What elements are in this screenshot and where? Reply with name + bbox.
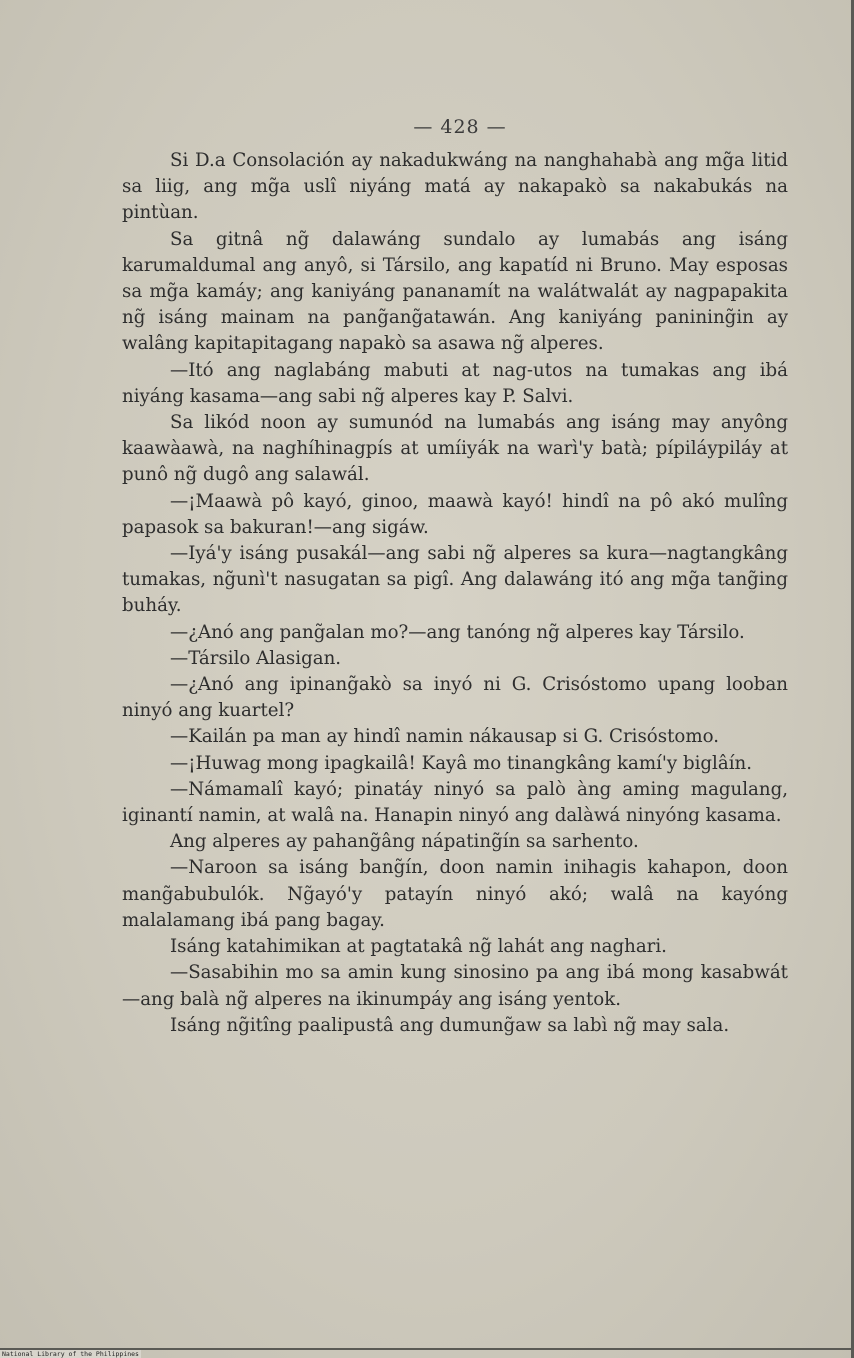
paragraph: Sa likód noon ay sumunód na lumabás ang isáng may anyông kaawàawà, na naghíhinagpís at umíiyák na warì'y batà; pípiláypiláy at punô ng̃ dugô ang salawál. [122,412,788,486]
paragraph: Ang alperes ay pahang̃âng nápating̃ín sa sarhento. [170,831,639,853]
paragraph: —Naroon sa isáng bang̃ín, doon namin inihagis kahapon, doon mang̃abubulók. Ng̃ayó'y patayín ninyó akó; walâ na kayóng malalamang ibá pang bagay. [122,857,788,931]
footer-credit: National Library of the Philippines [2,1350,139,1358]
paragraph: —Sasabihin mo sa amin kung sinosino pa ang ibá mong kasabwát—ang balà ng̃ alperes na ikinumpáy ang isáng yentok. [122,962,788,1010]
paragraph: —¿Anó ang pang̃alan mo?—ang tanóng ng̃ alperes kay Társilo. [170,621,745,643]
paragraph: Si D.a Consolación ay nakadukwáng na nanghahabà ang mg̃a litid sa liig, ang mg̃a uslî niyáng matá ay nakapakò sa nakabukás na pintùan. [122,150,788,224]
page-number: — 428 — [413,116,507,138]
paragraph: —¿Anó ang ipinang̃akò sa inyó ni G. Crisóstomo upang looban ninyó ang kuartel? [122,674,788,722]
paragraph: —Itó ang naglabáng mabuti at nag-utos na tumakas ang ibá niyáng kasama—ang sabi ng̃ alperes kay P. Salvi. [122,359,788,407]
paragraph: —Társilo Alasigan. [170,647,342,669]
paragraph: —¡Maawà pô kayó, ginoo, maawà kayó! hindî na pô akó mulîng papasok sa bakuran!—ang sigáw. [122,490,788,538]
body-text [122,148,788,1039]
paragraph: —Námamalî kayó; pinatáy ninyó sa palò àng aming magulang, iginantí namin, at walâ na. Hanapin ninyó ang dalàwá ninyóng kasama. [122,778,788,827]
paragraph: —Iyá'y isáng pusakál—ang sabi ng̃ alperes sa kura—nagtangkâng tumakas, ng̃unì't nasugatan sa pigî. Ang dalawáng itó ang mg̃a tang̃ing buháy. [122,543,788,617]
paragraph: —¡Huwag mong ipagkailâ! Kayâ mo tinangkâng kamí'y biglâín. [170,752,753,774]
paragraph: Isáng ng̃itîng paalipustâ ang dumung̃aw sa labì ng̃ may sala. [170,1014,730,1036]
paragraph: Sa gitnâ ng̃ dalawáng sundalo ay lumabás ang isáng karumaldumal ang anyô, si Társilo, ang kapatíd ni Bruno. May esposas sa mg̃a kamáy; ang kaniyáng pananamít na walátwalát ay nagpapakita ng̃ isáng mainam na pang̃ang̃atawán. Ang kaniyáng panining̃in ay walâng kapitapitagang napakò sa asawa ng̃ alperes. [122,228,788,355]
paragraph: —Kailán pa man ay hindî namin nákausap si G. Crisóstomo. [170,726,720,748]
paragraph: Isáng katahimikan at pagtatakâ ng̃ lahát ang naghari. [170,936,667,958]
